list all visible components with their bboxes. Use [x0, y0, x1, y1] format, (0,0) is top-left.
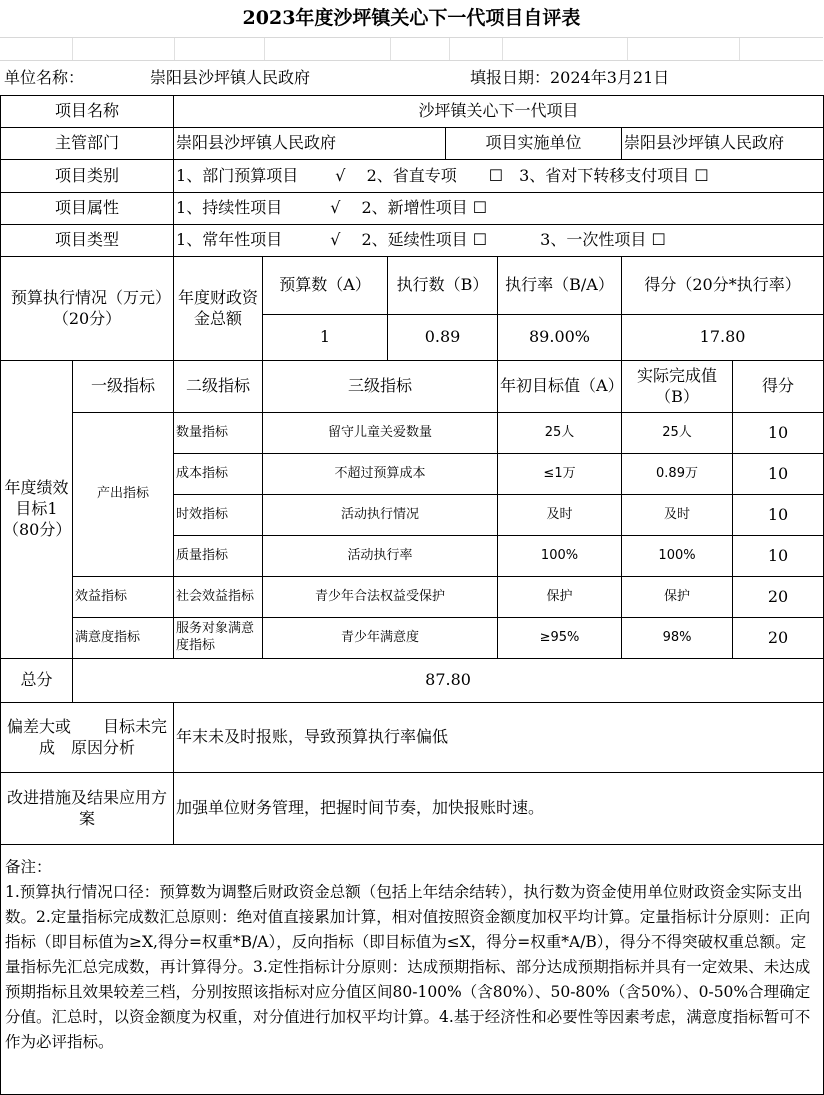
actual: 及时: [622, 495, 733, 536]
fill-date: 填报日期：2024年3月21日: [470, 68, 670, 87]
target: 25人: [498, 413, 622, 454]
level1: 产出指标: [73, 413, 174, 577]
budget-header: 预算数（A）: [263, 257, 388, 315]
attr-label: 项目属性: [1, 193, 174, 225]
category-label: 项目类别: [1, 160, 174, 193]
rate-header: 执行率（B/A）: [498, 257, 622, 315]
project-name: 沙坪镇关心下一代项目: [174, 96, 824, 128]
notes-title: 备注：: [5, 858, 52, 876]
dept-label: 主管部门: [1, 128, 174, 160]
target: 保护: [498, 577, 622, 618]
empty-row: [0, 38, 823, 61]
score: 10: [733, 454, 824, 495]
level2: 成本指标: [174, 454, 263, 495]
notes-cell: [1, 845, 824, 1095]
score: 10: [733, 495, 824, 536]
level2: 时效指标: [174, 495, 263, 536]
total-value: 87.80: [73, 659, 824, 703]
budget-value: 1: [263, 315, 388, 361]
target: 及时: [498, 495, 622, 536]
level2: 质量指标: [174, 536, 263, 577]
budget-total-label: 年度财政资金总额: [174, 257, 263, 361]
h-score: 得分: [733, 361, 824, 413]
level3: 留守儿童关爱数量: [263, 413, 498, 454]
budget-label: 预算执行情况（万元） （20分）: [1, 257, 174, 361]
rate-value: 89.00%: [498, 315, 622, 361]
level3: 不超过预算成本: [263, 454, 498, 495]
level1: 满意度指标: [73, 618, 174, 659]
unit-name: 崇阳县沙坪镇人民政府: [150, 68, 311, 87]
total-label: 总分: [1, 659, 73, 703]
target: ≤1万: [498, 454, 622, 495]
unit-label: 单位名称：: [4, 68, 85, 87]
deviation-value: 年末未及时报账，导致预算执行率偏低: [174, 703, 824, 773]
h-actual: 实际完成值（B）: [622, 361, 733, 413]
unit-row: [0, 61, 823, 95]
impl-label: 项目实施单位: [446, 128, 622, 160]
table-row: [1, 618, 824, 659]
actual: 保护: [622, 577, 733, 618]
level3: 青少年满意度: [263, 618, 498, 659]
type-options: 1、常年性项目 √ 2、延续性项目 ☐ 3、一次性项目 ☐: [174, 225, 824, 257]
h-level1: 一级指标: [73, 361, 174, 413]
evaluation-table: [0, 95, 824, 1095]
score: 10: [733, 536, 824, 577]
perf-label: 年度绩效目标1（80分）: [1, 361, 73, 659]
score-value: 17.80: [622, 315, 824, 361]
level2: 服务对象满意度指标: [174, 618, 263, 659]
actual: 100%: [622, 536, 733, 577]
improve-label: 改进措施及结果应用方案: [1, 773, 174, 845]
actual: 0.89万: [622, 454, 733, 495]
type-label: 项目类型: [1, 225, 174, 257]
attr-options: 1、持续性项目 √ 2、新增性项目 ☐: [174, 193, 824, 225]
deviation-label: 偏差大或 目标未完成 原因分析: [1, 703, 174, 773]
h-target: 年初目标值（A）: [498, 361, 622, 413]
level3: 活动执行率: [263, 536, 498, 577]
impl-value: 崇阳县沙坪镇人民政府: [622, 128, 824, 160]
table-row: [1, 577, 824, 618]
category-options: 1、部门预算项目 √ 2、省直专项 ☐ 3、省对下转移支付项目 ☐: [174, 160, 824, 193]
notes-text: 1.预算执行情况口径：预算数为调整后财政资金总额（包括上年结余结转），执行数为资金使用单位财政资金实际支出数。2.定量指标完成数汇总原则：绝对值直接累加计算，相对值按照资金额度加权平均计算。定量指标计分原则：正向指标（即目标值为≥X,得分=权重*B/A），反向指标（即目标值为≤X，得分=权重*A/B），得分不得突破权重总额。定量指标先汇总完成数，再计算得分。3.定性指标计分原则：达成预期指标、部分达成预期指标并具有一定效果、未达成预期指标且效果较差三档，分别按照该指标对应分值区间80-100%（含80%）、50-80%（含50%）、0-50%合理确定分值。汇总时，以资金额度为权重，对分值进行加权平均计算。4.基于经济性和必要性等因素考虑，满意度指标暂可不作为必评指标。: [5, 883, 811, 1051]
exec-value: 0.89: [388, 315, 498, 361]
h-level3: 三级指标: [263, 361, 498, 413]
level3: 活动执行情况: [263, 495, 498, 536]
level2: 数量指标: [174, 413, 263, 454]
exec-header: 执行数（B）: [388, 257, 498, 315]
table-row: [1, 413, 824, 454]
level3: 青少年合法权益受保护: [263, 577, 498, 618]
score: 10: [733, 413, 824, 454]
score: 20: [733, 577, 824, 618]
target: ≥95%: [498, 618, 622, 659]
sheet-title: 2023年度沙坪镇关心下一代项目自评表: [0, 0, 823, 38]
project-name-label: 项目名称: [1, 96, 174, 128]
level1: 效益指标: [73, 577, 174, 618]
score: 20: [733, 618, 824, 659]
dept-value: 崇阳县沙坪镇人民政府: [174, 128, 446, 160]
score-header: 得分（20分*执行率）: [622, 257, 824, 315]
actual: 25人: [622, 413, 733, 454]
level2: 社会效益指标: [174, 577, 263, 618]
target: 100%: [498, 536, 622, 577]
h-level2: 二级指标: [174, 361, 263, 413]
actual: 98%: [622, 618, 733, 659]
improve-value: 加强单位财务管理，把握时间节奏，加快报账时速。: [174, 773, 824, 845]
